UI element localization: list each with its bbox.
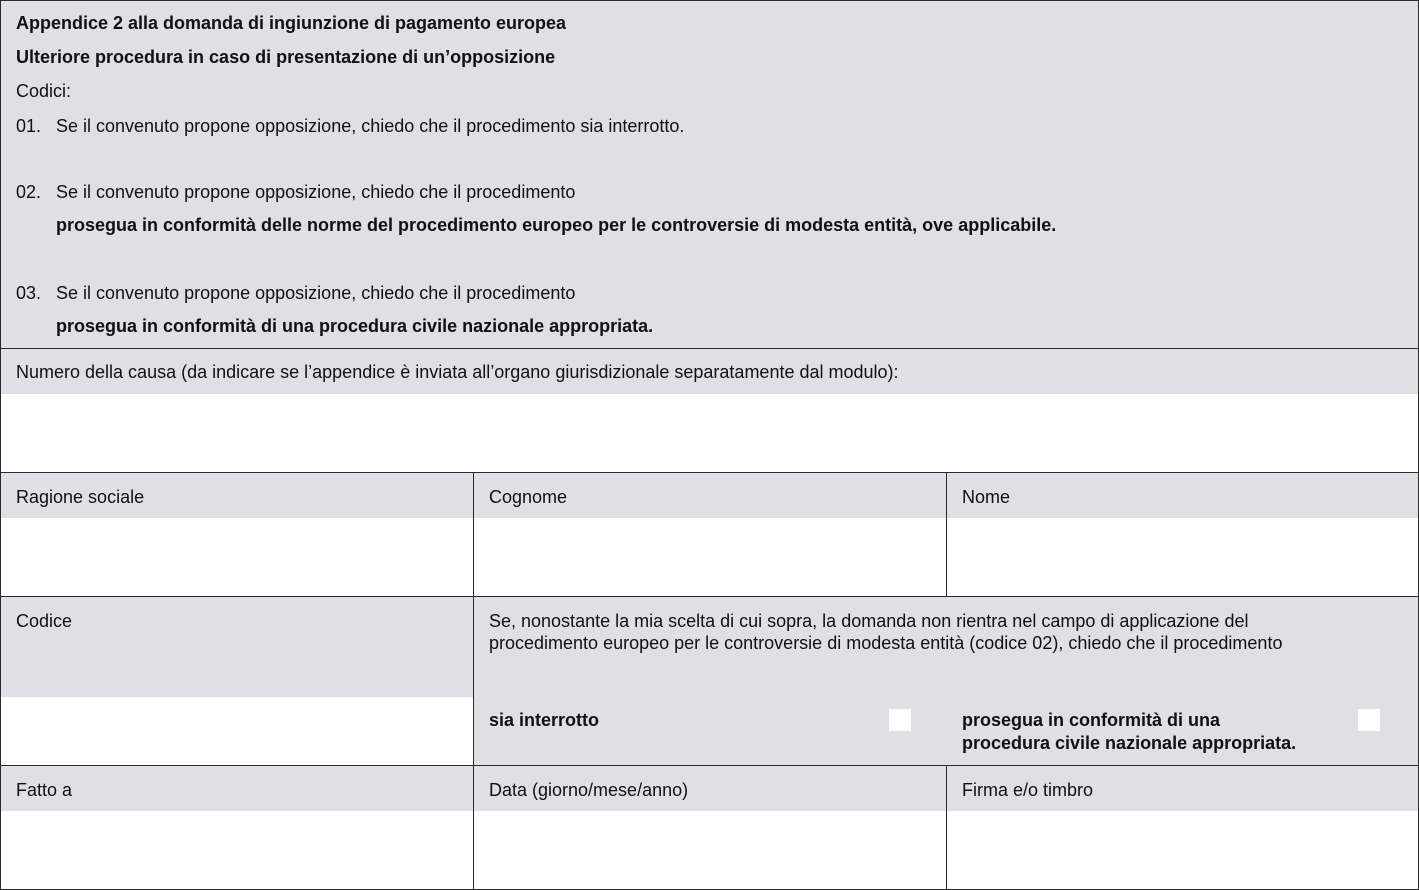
code-cell — [0, 596, 474, 766]
code-03-text: Se il convenuto propone opposizione, chiedo che il procedimento — [56, 283, 576, 303]
fallback-note-line1: Se, nonostante la mia scelta di cui sopra, la domanda non rientra nel campo di applicazione del — [489, 611, 1249, 631]
code-02-bold-text: prosegua in conformità delle norme del procedimento europeo per le controversie di modesta entità, ove applicabile. — [56, 215, 1057, 235]
signature-label: Firma e/o timbro — [962, 780, 1094, 800]
name-label: Nome — [962, 487, 1011, 507]
code-03-number: 03. — [16, 283, 42, 303]
code-02-text: Se il convenuto propone opposizione, chiedo che il procedimento — [56, 182, 576, 202]
surname-cell — [473, 472, 947, 597]
option-interrupt-label: sia interrotto — [489, 710, 600, 730]
code-02-number: 02. — [16, 182, 42, 202]
form-title: Appendice 2 alla domanda di ingiunzione di pagamento europea — [16, 13, 567, 33]
code-01-text: Se il convenuto propone opposizione, chiedo che il procedimento sia interrotto. — [56, 116, 685, 136]
form-subtitle: Ulteriore procedura in caso di presentazione di un’opposizione — [16, 47, 556, 67]
codes-label: Codici: — [16, 81, 72, 101]
date-field[interactable] — [474, 811, 946, 889]
code-01-number: 01. — [16, 116, 42, 136]
fallback-note-line2: procedimento europeo per le controversie di modesta entità (codice 02), chiedo che il procedimento — [489, 633, 1283, 653]
company-name-field[interactable] — [1, 518, 473, 596]
surname-field[interactable] — [474, 518, 946, 596]
case-number-section — [0, 348, 1419, 473]
date-cell — [473, 765, 947, 890]
code-label: Codice — [16, 611, 73, 631]
place-cell — [0, 765, 474, 890]
surname-label: Cognome — [489, 487, 568, 507]
company-name-label: Ragione sociale — [16, 487, 145, 507]
case-number-field[interactable] — [1, 394, 1418, 472]
option-continue-label-line1: prosegua in conformità di una — [962, 710, 1221, 730]
codes-section — [0, 0, 1419, 349]
option-continue-label-line2: procedura civile nazionale appropriata. — [962, 733, 1297, 753]
signature-cell — [946, 765, 1419, 890]
name-field[interactable] — [947, 518, 1418, 596]
place-label: Fatto a — [16, 780, 73, 800]
signature-field[interactable] — [947, 811, 1418, 889]
case-number-label: Numero della causa (da indicare se l’appendice è inviata all’organo giurisdizionale separatamente dal modulo): — [16, 362, 899, 382]
date-label: Data (giorno/mese/anno) — [489, 780, 689, 800]
option-interrupt-checkbox[interactable] — [889, 709, 911, 731]
name-cell — [946, 472, 1419, 597]
code-03-bold-text: prosegua in conformità di una procedura civile nazionale appropriata. — [56, 316, 654, 336]
place-field[interactable] — [1, 811, 473, 889]
fallback-option-cell — [473, 596, 1419, 766]
option-continue-checkbox[interactable] — [1358, 709, 1380, 731]
code-field[interactable] — [1, 697, 473, 765]
company-name-cell — [0, 472, 474, 597]
